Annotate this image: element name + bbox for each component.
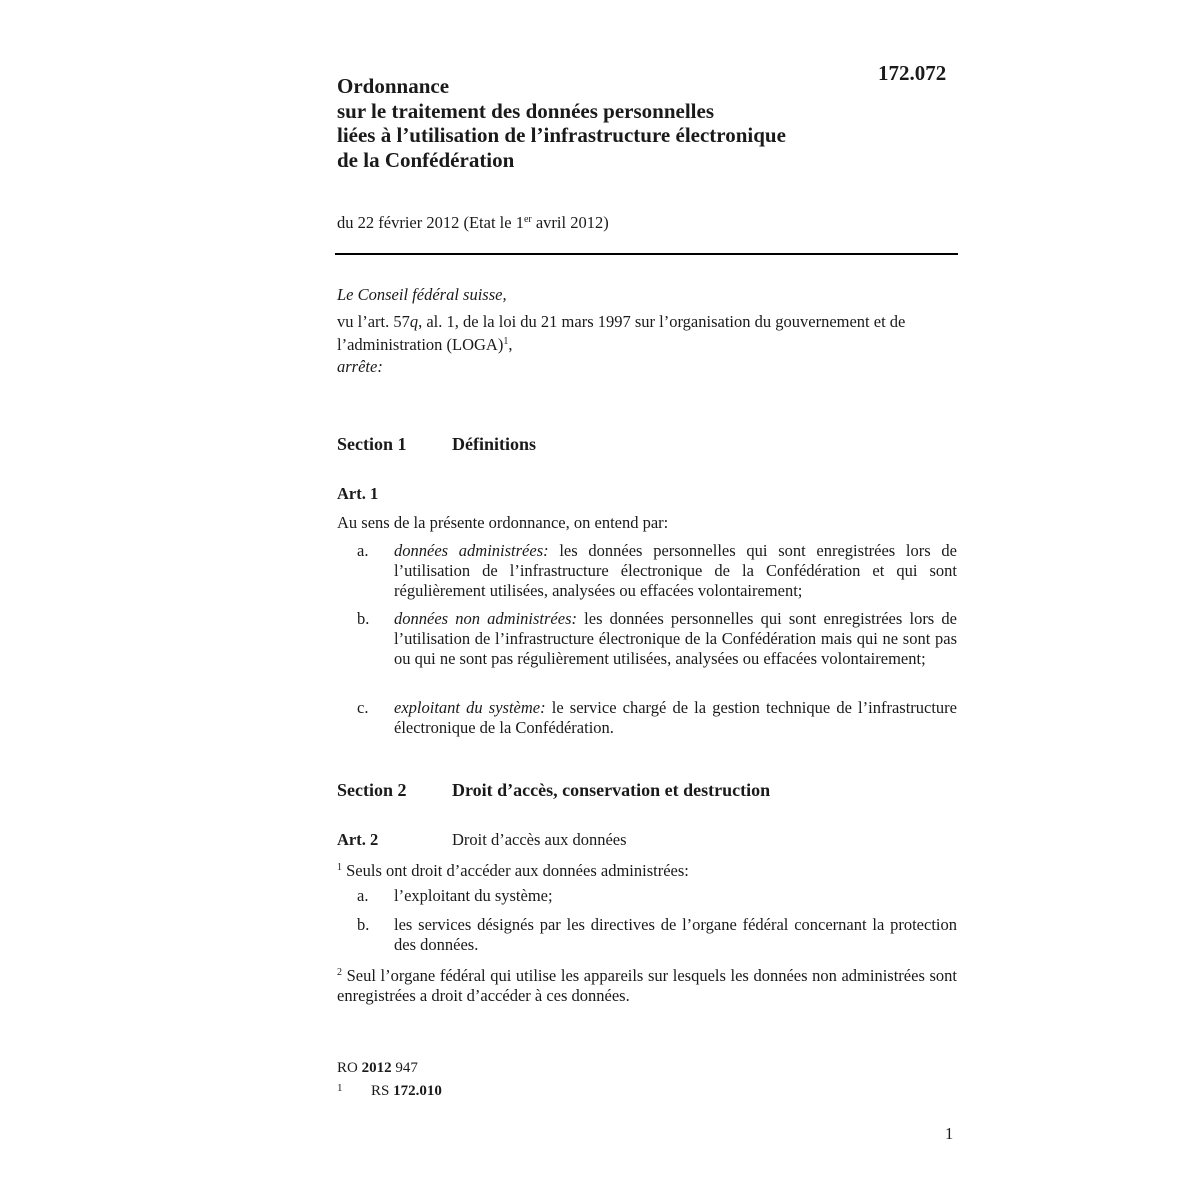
section-1-heading: Section 1 Définitions [337, 434, 537, 454]
footnote: 1 RS 172.010 [337, 1082, 442, 1099]
document-title [337, 74, 786, 172]
preamble-decrees: arrête: [337, 357, 383, 376]
title-line: de la Confédération [337, 147, 515, 172]
section-2-heading: Section 2 Droit d’accès, conservation et destruction [337, 780, 771, 800]
header-divider [335, 253, 958, 255]
definition-item: a. données administrées: les données personnelles qui sont enregistrées lors de l’utilisation de l’infrastructure électronique de la Confédération et qui sont régulièrement utilisées, analysées ou effacées volontairement; [357, 541, 957, 600]
sr-number: 172.072 [878, 61, 947, 85]
ro-reference: RO 2012 947 [337, 1060, 418, 1076]
document-date: du 22 février 2012 (Etat le 1er avril 2012) [337, 213, 609, 232]
article-2-paragraph-1: $^1$ Seuls ont droit d’accéder aux données administrées: [337, 861, 689, 880]
definition-item: b. données non administrées: les données personnelles qui sont enregistrées lors de l’utilisation de l’infrastructure électronique de la Confédération mais qui ne sont pas ou qui ne sont pas régulièrement utilisées, analysées ou effacées volontairement; [357, 609, 957, 668]
title-line: Ordonnance [337, 74, 450, 98]
footnote-ref[interactable]: 1 [503, 336, 509, 347]
article-1-heading: Art. 1 [337, 484, 379, 503]
preamble-basis: vu l’art. 57q, al. 1, de la loi du 21 mars 1997 sur l’organisation du gouvernement et de l’administration (LOGA)$^1$, [337, 312, 906, 354]
article-2-paragraph-2: $^2$ Seul l’organe fédéral qui utilise les appareils sur lesquels les données non administrées sont enregistrées a droit d’accéder à ces données. [337, 966, 957, 1005]
definition-item: c. exploitant du système: le service chargé de la gestion technique de l’infrastructure électronique de la Confédération. [357, 698, 958, 737]
title-line: sur le traitement des données personnelles [337, 98, 715, 123]
access-item: a. l’exploitant du système; [357, 886, 553, 905]
access-item: b. les services désignés par les directives de l’organe fédéral concernant la protection des données. [357, 915, 957, 954]
article-1-intro: Au sens de la présente ordonnance, on entend par: [337, 513, 669, 532]
preamble-authority: Le Conseil fédéral suisse, [337, 285, 507, 304]
article-2-heading: Art. 2 Droit d’accès aux données [337, 830, 627, 849]
page-number: 1 [945, 1124, 954, 1143]
title-line: liées à l’utilisation de l’infrastructure électronique [337, 123, 786, 147]
